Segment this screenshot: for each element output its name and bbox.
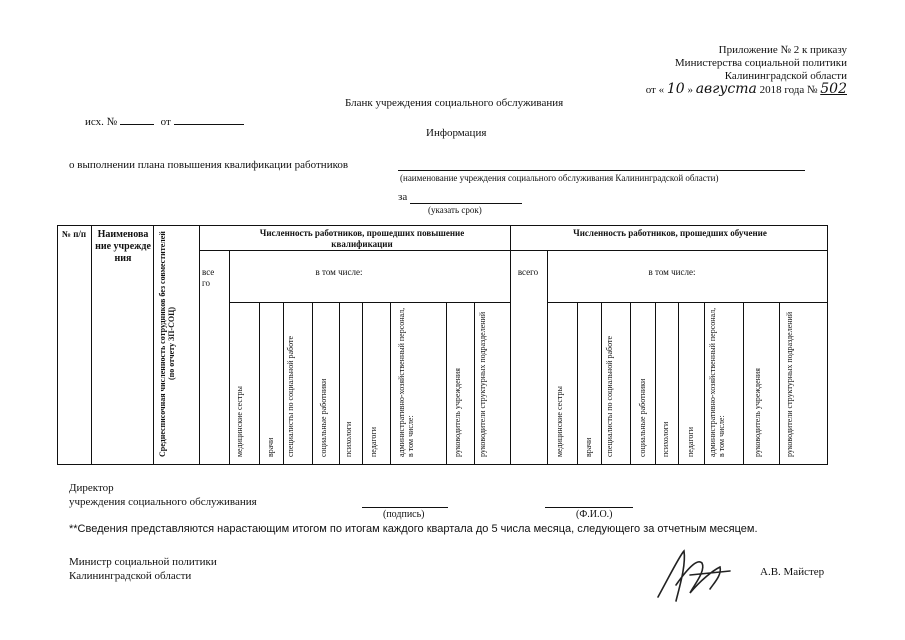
subcol-dept-heads-1: руководители структурных подразделений [478, 311, 487, 457]
order-month: августа [695, 81, 757, 97]
fio-caption: (Ф.И.О.) [576, 509, 613, 520]
subcol-med-nurses-2: медицинские сестры [555, 386, 564, 457]
handwritten-signature [650, 545, 740, 605]
incl-b-header: в том числе: [648, 267, 696, 277]
institution-field [398, 170, 805, 171]
doc-title: Информация [426, 127, 487, 139]
period-field [410, 203, 522, 204]
total-a-header: все го [202, 267, 215, 288]
subcol-doctors-1: врачи [266, 437, 275, 457]
subcol-soc-workers-1: социальные работники [319, 378, 328, 457]
incl-a-header: в том числе: [315, 267, 363, 277]
subcol-doctors-2: врачи [584, 437, 593, 457]
form-title: Бланк учреждения социального обслуживания [345, 97, 564, 109]
subcol-dept-heads-2: руководители структурных подразделений [785, 311, 794, 457]
col-avg-header: Среднесписочная численность сотрудников без совместителей (по отчету ЗП-СОЦ) [158, 231, 176, 457]
appendix-line-3: Калининградской области [724, 70, 847, 82]
period-caption: (указать срок) [428, 205, 482, 215]
report-table [57, 225, 828, 465]
order-day: 10 [666, 81, 685, 97]
subcol-head-1: руководитель учреждения [453, 368, 462, 457]
signature-field [362, 507, 448, 508]
director-line-2: учреждения социального обслуживания [69, 496, 257, 508]
group-training-header: Численность работников, прошедших обучение [573, 228, 767, 238]
institution-caption: (наименование учреждения социального обслуживания Калининградской области) [400, 173, 719, 183]
group-qualification-header: Численность работников, прошедших повышение квалификации [259, 228, 465, 249]
director-block [69, 481, 257, 509]
col-number-header: № п/п [61, 229, 87, 239]
order-number: 502 [820, 81, 847, 97]
total-b-header: всего [517, 267, 539, 277]
fio-field [545, 507, 633, 508]
ref-date-field [174, 114, 244, 125]
subcol-med-nurses-1: медицинские сестры [235, 386, 244, 457]
director-line-1: Директор [69, 482, 114, 494]
plan-line: о выполнении плана повышения квалификации работников [69, 159, 349, 171]
appendix-header [646, 44, 847, 97]
subcol-head-2: руководитель учреждения [753, 368, 762, 457]
ref-number-field [120, 114, 154, 125]
period-prefix: за [398, 191, 408, 203]
appendix-line-2: Министерства социальной политики [674, 57, 847, 69]
subcol-psychologists-1: психологи [344, 421, 353, 457]
footnote: **Сведения представляются нарастающим итогом по итогам каждого квартала до 5 числа месяца, следующего за отчетным месяцем. [69, 523, 758, 535]
subcol-admin-staff-1: административно-хозяйственный персонал, в том числе: [397, 307, 415, 457]
subcol-teachers-2: педагоги [686, 427, 695, 457]
minister-line-1: Министр социальной политики [69, 556, 217, 568]
signature-caption: (подпись) [383, 509, 425, 520]
order-line: от « 10 » августа 2018 года № 502 [645, 81, 847, 97]
subcol-admin-staff-2: административно-хозяйственный персонал, в том числе: [708, 307, 726, 457]
minister-block [69, 555, 217, 583]
outgoing-ref: исх. № от [85, 114, 244, 128]
subcol-soc-workers-2: социальные работники [638, 378, 647, 457]
appendix-line-1: Приложение № 2 к приказу [718, 44, 847, 56]
subcol-teachers-1: педагоги [369, 427, 378, 457]
subcol-psychologists-2: психологи [661, 421, 670, 457]
minister-line-2: Калининградской области [69, 570, 192, 582]
col-name-header: Наименование учреждения [95, 229, 151, 264]
minister-name: А.В. Майстер [760, 566, 825, 578]
subcol-soc-specialists-2: специалисты по социальной работе [605, 335, 614, 457]
subcol-soc-specialists-1: специалисты по социальной работе [286, 335, 295, 457]
